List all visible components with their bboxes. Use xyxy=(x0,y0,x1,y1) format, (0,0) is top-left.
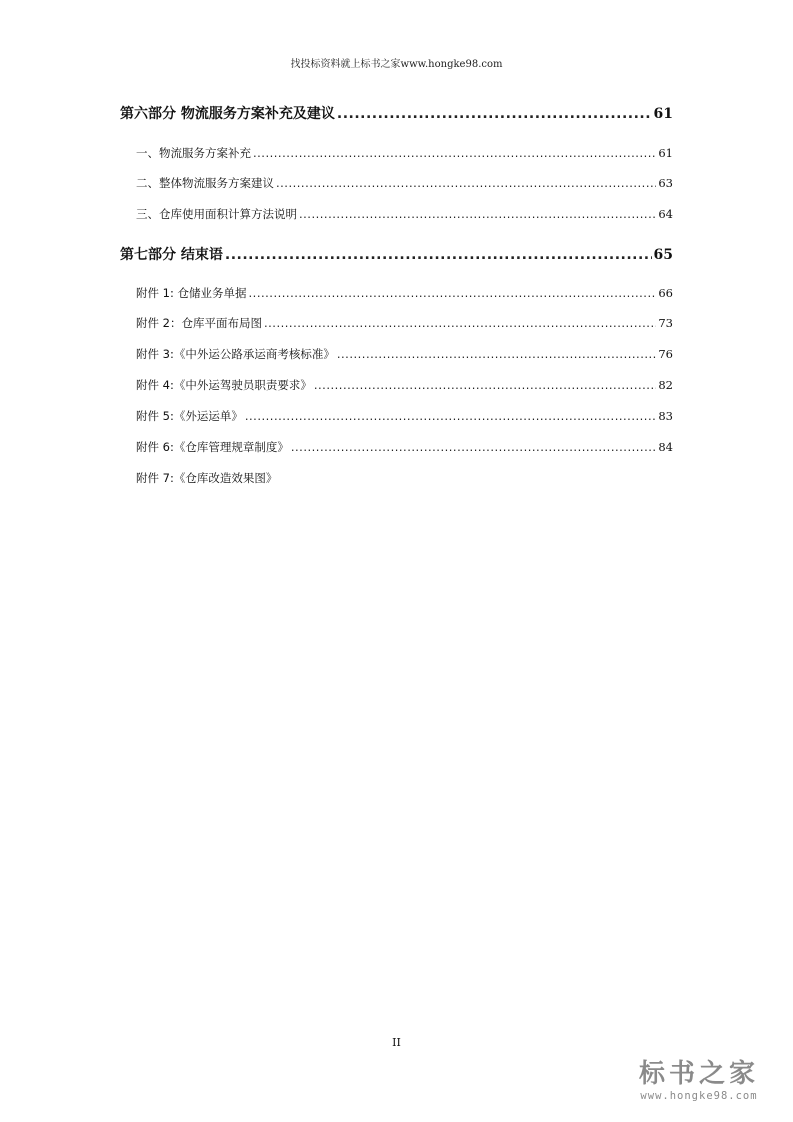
toc-part-7[interactable] xyxy=(120,244,673,264)
toc-page-number: 61 xyxy=(653,106,673,122)
toc-page-number: 64 xyxy=(658,207,673,221)
toc-item[interactable] xyxy=(136,206,673,222)
toc-item-label: 附件 6:《仓库管理规章制度》 xyxy=(136,440,289,454)
toc-item-label: 附件 5:《外运运单》 xyxy=(136,409,243,423)
toc-page-number: 63 xyxy=(658,176,673,190)
toc-page-number: 73 xyxy=(658,316,673,330)
toc-page-number: 61 xyxy=(658,146,673,160)
toc-leader-dots xyxy=(314,378,657,392)
toc-item-label: 附件 7:《仓库改造效果图》 xyxy=(136,471,278,485)
toc-leader-dots xyxy=(276,176,656,190)
page-header: 找投标资料就上标书之家www.hongke98.com xyxy=(290,59,503,70)
toc-item[interactable] xyxy=(136,285,673,301)
toc-page-number: 84 xyxy=(658,440,673,454)
toc-leader-dots xyxy=(299,207,656,221)
toc-page-number: 66 xyxy=(658,286,673,300)
toc-item[interactable] xyxy=(136,145,673,161)
toc-item-label: 附件 1: 仓储业务单据 xyxy=(136,286,247,300)
toc-item[interactable] xyxy=(136,346,673,362)
toc-item-label: 附件 4:《中外运驾驶员职责要求》 xyxy=(136,378,312,392)
toc-item[interactable] xyxy=(136,175,673,191)
toc-leader-dots xyxy=(264,316,656,330)
toc-leader-dots xyxy=(337,347,657,361)
toc-page-number: 83 xyxy=(658,409,673,423)
logo-url: www.hongke98.com xyxy=(640,1090,758,1102)
toc-leader-dots xyxy=(253,146,656,160)
toc-item[interactable] xyxy=(136,408,673,424)
toc-part-label: 第六部分 物流服务方案补充及建议 xyxy=(120,106,335,122)
toc-page-number: 82 xyxy=(658,378,673,392)
page-number: II xyxy=(392,1036,401,1049)
toc-item[interactable] xyxy=(136,470,673,486)
toc-leader-dots xyxy=(249,286,657,300)
toc-item-label: 二、整体物流服务方案建议 xyxy=(136,176,274,190)
toc-item[interactable] xyxy=(136,439,673,455)
toc-page-number: 65 xyxy=(653,247,673,263)
toc-part-label: 第七部分 结束语 xyxy=(120,247,223,263)
toc-item[interactable] xyxy=(136,315,673,331)
toc-leader-dots xyxy=(225,247,652,263)
logo-name: 标书之家 xyxy=(638,1059,759,1089)
toc-item-label: 附件 2：仓库平面布局图 xyxy=(136,316,262,330)
site-logo xyxy=(619,1058,779,1112)
toc-item[interactable] xyxy=(136,377,673,393)
toc-leader-dots xyxy=(291,440,657,454)
toc-item-label: 一、物流服务方案补充 xyxy=(136,146,251,160)
toc-page-number: 76 xyxy=(658,347,673,361)
toc-item-label: 三、仓库使用面积计算方法说明 xyxy=(136,207,297,221)
toc-leader-dots xyxy=(337,106,652,122)
toc-item-label: 附件 3:《中外运公路承运商考核标准》 xyxy=(136,347,335,361)
toc-part-6[interactable] xyxy=(120,103,673,123)
toc-leader-dots xyxy=(245,409,657,423)
